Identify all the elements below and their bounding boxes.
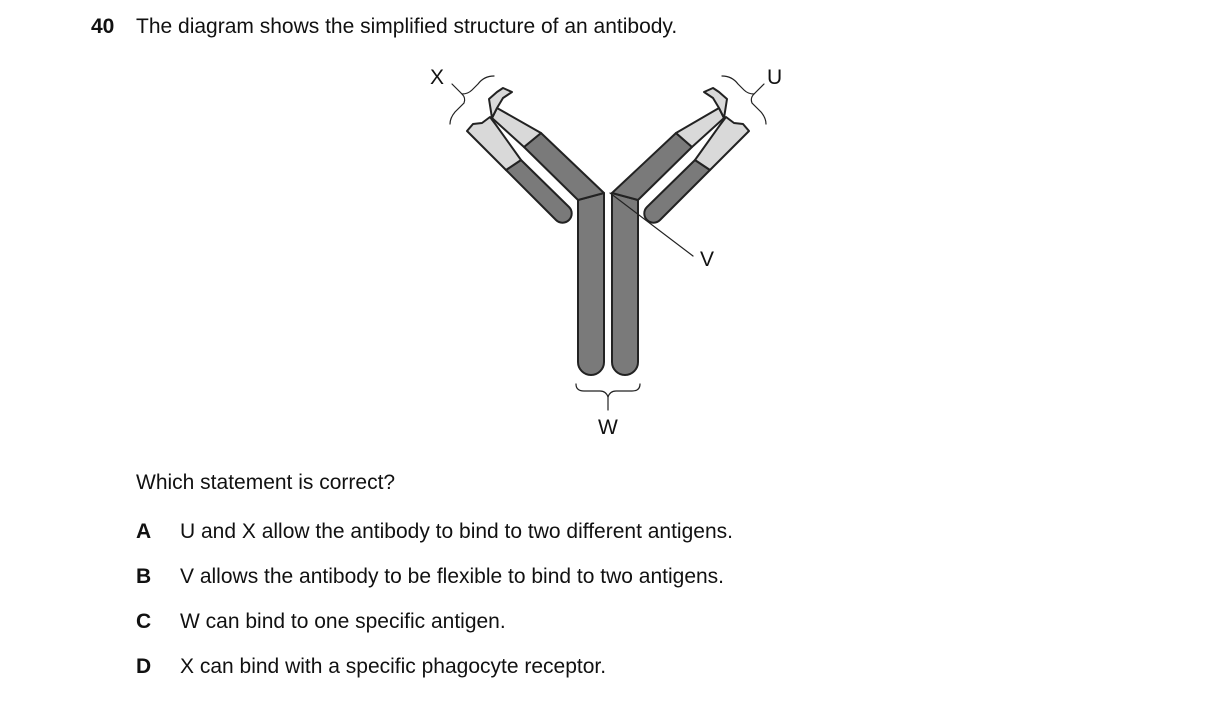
label-u: U bbox=[767, 66, 783, 89]
label-x: X bbox=[430, 66, 445, 89]
brace-u bbox=[722, 76, 766, 124]
option-letter: D bbox=[136, 655, 152, 678]
option-text: U and X allow the antibody to bind to two different antigens. bbox=[180, 520, 733, 543]
question-number: 40 bbox=[91, 15, 115, 38]
question-prompt: Which statement is correct? bbox=[136, 471, 396, 494]
option-text: V allows the antibody to be flexible to bind to two antigens. bbox=[180, 565, 725, 588]
brace-x bbox=[450, 76, 494, 124]
leader-u bbox=[754, 84, 764, 94]
heavy-chain-right-stem bbox=[612, 193, 638, 375]
heavy-chain-left-stem bbox=[578, 193, 604, 375]
question-stem: The diagram shows the simplified structure of an antibody. bbox=[136, 15, 678, 38]
option-text: X can bind with a specific phagocyte receptor. bbox=[180, 655, 607, 678]
option-letter: A bbox=[136, 520, 152, 543]
brace-w bbox=[576, 384, 640, 397]
option-letter: C bbox=[136, 610, 152, 633]
leader-x bbox=[452, 84, 462, 94]
option-letter: B bbox=[136, 565, 152, 588]
label-w: W bbox=[598, 416, 618, 439]
option-text: W can bind to one specific antigen. bbox=[180, 610, 506, 633]
label-v: V bbox=[700, 248, 715, 271]
